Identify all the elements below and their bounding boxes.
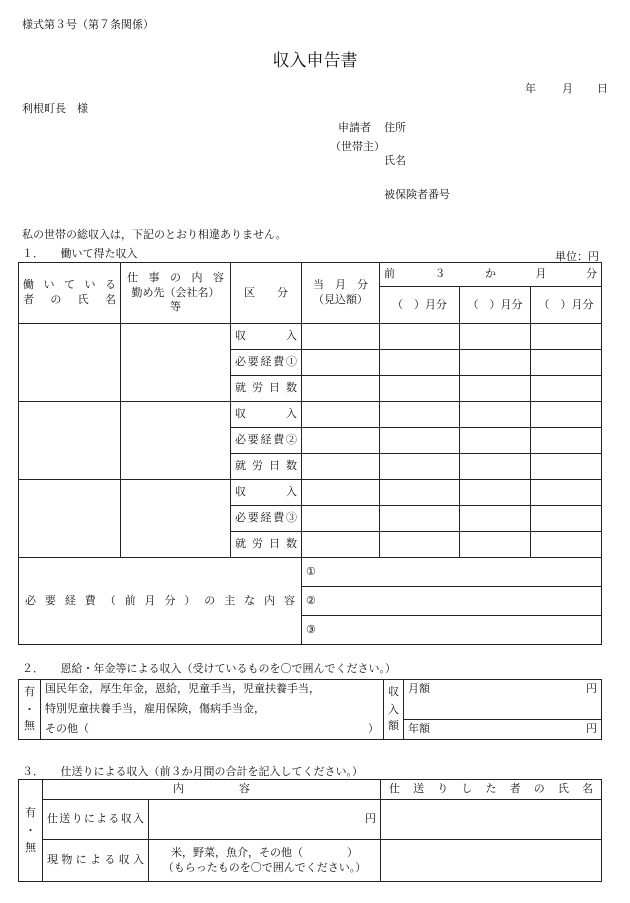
value-cell[interactable]: [531, 532, 602, 558]
applicant-label: 申請者: [338, 121, 371, 134]
declaration-text: 私の世帯の総収入は，下記のとおり相違ありません。: [22, 228, 287, 241]
section2-title: ２． 恩給・年金等による収入（受けているものを〇で囲んでください。）: [22, 662, 396, 675]
value-cell[interactable]: [380, 506, 460, 532]
value-cell[interactable]: [302, 506, 380, 532]
pension-presence[interactable]: 有 ・ 無: [19, 680, 41, 740]
value-cell[interactable]: [380, 402, 460, 428]
value-cell[interactable]: [380, 376, 460, 402]
value-cell[interactable]: [531, 454, 602, 480]
pension-line-2: 特別児童扶養手当，雇用保険，傷病手当金，: [41, 700, 384, 720]
date-month: 月: [562, 82, 573, 95]
value-cell[interactable]: [460, 428, 531, 454]
allowance-presence[interactable]: 有 ・ 無: [19, 780, 43, 882]
expense-content-label: 必要経費（前月分）の主な内容: [19, 558, 302, 645]
section3-title: ３． 仕送りによる収入（前３か月間の合計を記入してください。）: [22, 765, 363, 778]
value-cell[interactable]: [302, 402, 380, 428]
allowance-amount-field[interactable]: 円: [149, 800, 381, 840]
expense-label: 必要経費③: [231, 506, 302, 532]
household-head-label: （世帯主）: [330, 140, 385, 153]
value-cell[interactable]: [531, 324, 602, 350]
value-cell[interactable]: [531, 506, 602, 532]
job-cell[interactable]: [121, 480, 231, 558]
value-cell[interactable]: [302, 532, 380, 558]
monthly-amount-field[interactable]: 月額 円: [404, 680, 602, 720]
value-cell[interactable]: [460, 454, 531, 480]
value-cell[interactable]: [380, 350, 460, 376]
expense-label: 必要経費②: [231, 428, 302, 454]
value-cell[interactable]: [460, 402, 531, 428]
value-cell[interactable]: [460, 324, 531, 350]
value-cell[interactable]: [302, 350, 380, 376]
sender-name-header: 仕送りした者の氏名: [381, 780, 602, 800]
yearly-amount-field[interactable]: 年額 円: [404, 720, 602, 740]
workdays-label: 就 労 日 数: [231, 376, 302, 402]
expense-label: 必要経費①: [231, 350, 302, 376]
address-label: 住所: [384, 121, 406, 134]
date-day: 日: [597, 82, 608, 95]
allowance-income-table: [18, 779, 602, 882]
unit-label: 単位：円: [555, 250, 599, 263]
job-cell[interactable]: [121, 402, 231, 480]
current-month-header: 当 月 分 （見込額）: [302, 263, 380, 324]
insured-number-label: 被保険者番号: [384, 188, 450, 201]
value-cell[interactable]: [302, 454, 380, 480]
value-cell[interactable]: [380, 428, 460, 454]
value-cell[interactable]: [531, 402, 602, 428]
value-cell[interactable]: [380, 454, 460, 480]
sender-name-field-1[interactable]: [381, 800, 602, 840]
form-number: 様式第３号（第７条関係）: [22, 18, 154, 31]
pension-line-3[interactable]: その他（ ）: [41, 720, 384, 740]
worker-name-cell[interactable]: [19, 402, 121, 480]
expense-content-3[interactable]: ③: [302, 616, 602, 645]
value-cell[interactable]: [302, 428, 380, 454]
job-header: 仕事の内容 勤め先（会社名） 等: [121, 263, 231, 324]
allowance-income-label: 仕送りによる収入: [43, 800, 149, 840]
income-label: 収 入: [231, 480, 302, 506]
month-col-3: （ ）月分: [531, 287, 602, 324]
workdays-label: 就 労 日 数: [231, 454, 302, 480]
pension-line-1: 国民年金，厚生年金，恩給，児童手当，児童扶養手当，: [41, 680, 384, 700]
value-cell[interactable]: [460, 350, 531, 376]
income-label: 収 入: [231, 402, 302, 428]
value-cell[interactable]: [380, 480, 460, 506]
expense-content-1[interactable]: ①: [302, 558, 602, 587]
workdays-label: 就 労 日 数: [231, 532, 302, 558]
value-cell[interactable]: [302, 324, 380, 350]
previous-3-months-header: 前 ３ か 月 分: [380, 263, 602, 287]
category-header: 区 分: [231, 263, 302, 324]
income-amount-label: 収 入 額: [384, 680, 404, 740]
value-cell[interactable]: [531, 350, 602, 376]
date-year: 年: [525, 82, 536, 95]
page-title: 収入申告書: [272, 51, 358, 71]
month-col-1: （ ）月分: [380, 287, 460, 324]
addressee: 利根町長 様: [22, 102, 88, 115]
value-cell[interactable]: [531, 376, 602, 402]
earned-income-table: [18, 262, 602, 645]
value-cell[interactable]: [380, 324, 460, 350]
worker-name-header: 働いている 者の氏名: [19, 263, 121, 324]
in-kind-income-label: 現物による収入: [43, 840, 149, 882]
value-cell[interactable]: [460, 480, 531, 506]
worker-name-cell[interactable]: [19, 480, 121, 558]
value-cell[interactable]: [302, 376, 380, 402]
value-cell[interactable]: [302, 480, 380, 506]
value-cell[interactable]: [531, 428, 602, 454]
value-cell[interactable]: [460, 376, 531, 402]
pension-income-table: [18, 679, 602, 740]
value-cell[interactable]: [460, 506, 531, 532]
income-label: 収 入: [231, 324, 302, 350]
value-cell[interactable]: [380, 532, 460, 558]
content-header: 内 容: [43, 780, 381, 800]
value-cell[interactable]: [531, 480, 602, 506]
month-col-2: （ ）月分: [460, 287, 531, 324]
expense-content-2[interactable]: ②: [302, 587, 602, 616]
name-label: 氏名: [384, 154, 406, 167]
job-cell[interactable]: [121, 324, 231, 402]
sender-name-field-2[interactable]: [381, 840, 602, 882]
in-kind-items[interactable]: 米，野菜，魚介，その他（ ） （もらったものを〇で囲んでください。）: [149, 840, 381, 882]
worker-name-cell[interactable]: [19, 324, 121, 402]
section1-title: １． 働いて得た収入: [22, 247, 138, 260]
value-cell[interactable]: [460, 532, 531, 558]
